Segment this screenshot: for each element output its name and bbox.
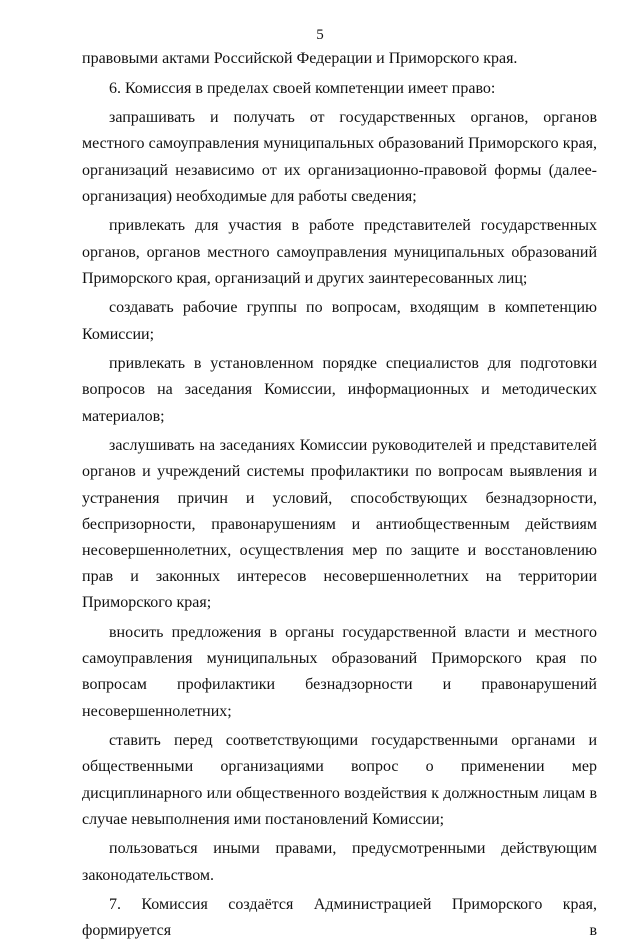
paragraph-section-7-start: 7. Комиссия создаётся Администрацией Приморского края, формируется в — [82, 896, 597, 940]
paragraph-continuation: правовыми актами Российской Федерации и Приморского края. — [82, 50, 518, 67]
document-body — [82, 46, 597, 948]
page-number: 5 — [316, 27, 324, 43]
paragraph-working-groups: создавать рабочие группы по вопросам, входящим в компетенцию Комиссии; — [82, 299, 597, 343]
paragraph-disciplinary-measures: ставить перед соответствующими государственными органами и общественными организациями вопрос о применении мер дисциплинарного или общественного воздействия к должностным лицам в случае невыполнения ими постановлений Комиссии; — [82, 732, 597, 828]
paragraph-involve-specialists: привлекать в установленном порядке специалистов для подготовки вопросов на заседания Комиссии, информационных и методических материалов; — [82, 355, 597, 425]
paragraph-submit-proposals: вносить предложения в органы государственной власти и местного самоуправления муниципальных образований Приморского края по вопросам профилактики безнадзорности и правонарушений несовершеннолетних; — [82, 624, 597, 720]
paragraph-request-information: запрашивать и получать от государственных органов, органов местного самоуправления муниципальных образований Приморского края, организаций независимо от их организационно-правовой формы (далее-организация) необходимые для работы сведения; — [82, 109, 597, 205]
paragraph-involve-representatives: привлекать для участия в работе представителей государственных органов, органов местного самоуправления муниципальных образований Приморского края, организаций и других заинтересованных лиц; — [82, 217, 597, 287]
paragraph-section-6-heading: 6. Комиссия в пределах своей компетенции имеет право: — [109, 79, 496, 97]
paragraph-hear-managers: заслушивать на заседаниях Комиссии руководителей и представителей органов и учреждений системы профилактики по вопросам выявления и устранения причин и условий, способствующих безнадзорности, беспризорности, правонарушениям и антиобщественным действиям несовершеннолетних, осуществления мер по защите и восстановлению прав и законных интересов несовершеннолетних на территории Приморского края; — [82, 437, 597, 612]
paragraph-other-rights: пользоваться иными правами, предусмотренными действующим законодательством. — [82, 840, 597, 884]
